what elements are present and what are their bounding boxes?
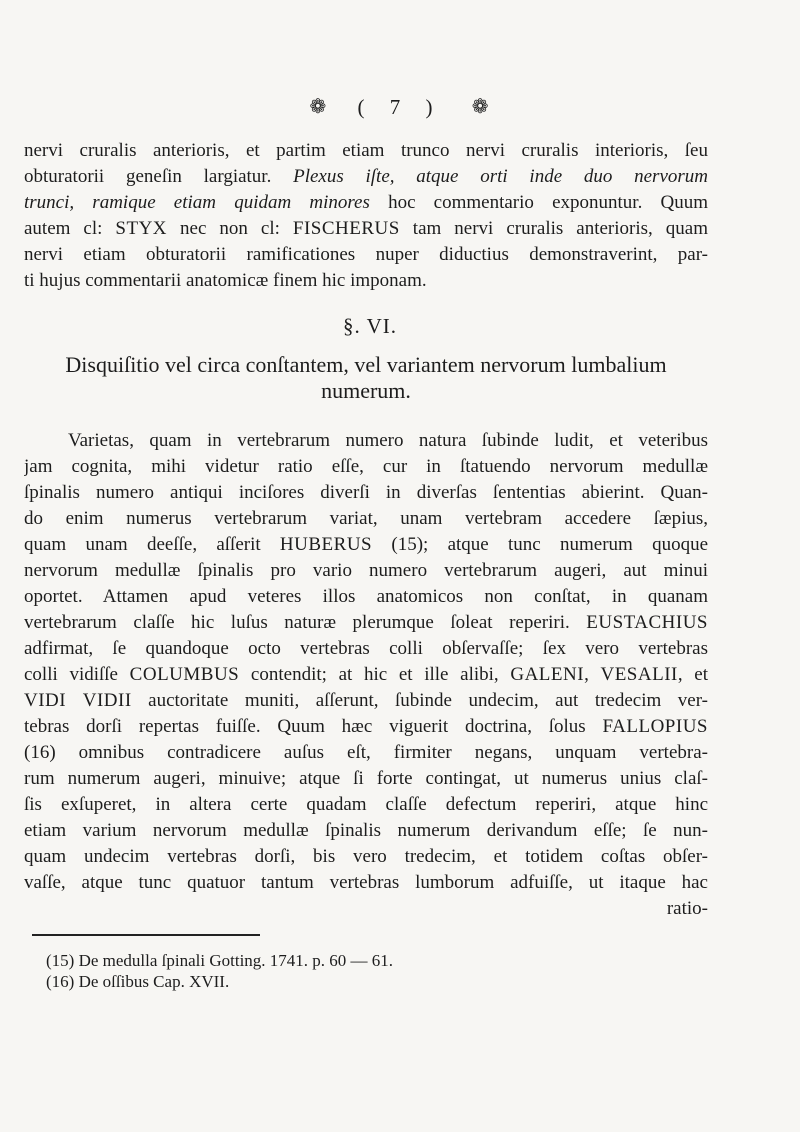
text-line: ſis exſuperet, in altera certe quadam claſſe defectum reperiri, atque hinc xyxy=(24,794,708,815)
text-line: (16) omnibus contradicere auſus eſt, firmiter negans, unquam vertebra- xyxy=(24,742,708,763)
running-header xyxy=(0,94,800,120)
page-number: ( 7 ) xyxy=(357,95,443,119)
heading-line: numerum. xyxy=(321,378,411,403)
text-line: vaſſe, atque tunc quatuor tantum vertebras lumborum adfuiſſe, ut itaque hac xyxy=(24,872,708,893)
catchword: ratio- xyxy=(666,898,708,919)
text-line: rum numerum augeri, minuive; atque ſi forte contingat, ut numerus unius claſ- xyxy=(24,768,708,789)
text-line: autem cl: STYX nec non cl: FISCHERUS tam nervi cruralis anterioris, quam xyxy=(24,218,708,239)
text-line: adfirmat, ſe quandoque octo vertebras colli obſervaſſe; ſex vero vertebras xyxy=(24,638,708,659)
continued-paragraph xyxy=(24,138,708,294)
left-ornament-icon: ❁ xyxy=(309,96,329,118)
footnote: (16) De oſſibus Cap. XVII. xyxy=(46,972,230,991)
footnote: (15) De medulla ſpinali Gotting. 1741. p. 60 — 61. xyxy=(46,951,394,970)
text-line: nervi etiam obturatorii ramificationes nuper diductius demonstraverint, par- xyxy=(24,244,708,265)
section-heading xyxy=(24,352,708,404)
text-line: do enim numerus vertebrarum variat, unam vertebram accedere ſæpius, xyxy=(24,508,708,529)
text-line: tebras dorſi repertas fuiſſe. Quum hæc viguerit doctrina, ſolus FALLOPIUS xyxy=(24,716,708,737)
right-ornament-icon: ❁ xyxy=(471,96,491,118)
text-line: jam cognita, mihi videtur ratio eſſe, cur in ſtatuendo nervorum medullæ xyxy=(24,456,708,477)
text-line: ti hujus commentarii anatomicæ finem hic imponam. xyxy=(24,270,427,291)
text-line: vertebrarum claſſe hic luſus naturæ plerumque ſoleat reperiri. EUSTACHIUS xyxy=(24,612,708,633)
section-number: §. VI. xyxy=(342,314,398,338)
text-line: VIDI VIDII auctoritate muniti, aſſerunt, ſubinde undecim, aut tredecim ver- xyxy=(24,690,708,711)
text-line: quam unam deeſſe, aſſerit HUBERUS (15); atque tunc numerum quoque xyxy=(24,534,708,555)
text-line: oportet. Attamen apud veteres illos anatomicos non conſtat, in quanam xyxy=(24,586,708,607)
heading-line: Disquiſitio vel circa conſtantem, vel variantem nervorum lumbalium xyxy=(65,352,667,377)
footnote-rule xyxy=(32,934,260,936)
text-line: quam undecim vertebras dorſi, bis vero tredecim, et totidem coſtas obſer- xyxy=(24,846,708,867)
text-line: trunci, ramique etiam quidam minores hoc commentario exponuntur. Quum xyxy=(24,192,708,213)
text-line: nervorum medullæ ſpinalis pro vario numero vertebrarum augeri, aut minui xyxy=(24,560,708,581)
text-line: nervi cruralis anterioris, et partim etiam trunco nervi cruralis interioris, ſeu xyxy=(24,140,708,161)
text-line: colli vidiſſe COLUMBUS contendit; at hic et ille alibi, GALENI, VESALII, et xyxy=(24,664,708,685)
text-line: Varietas, quam in vertebrarum numero natura ſubinde ludit, et veteribus xyxy=(68,430,708,451)
text-line: ſpinalis numero antiqui inciſores diverſi in diverſas ſententias abierint. Quan- xyxy=(24,482,708,503)
text-line: obturatorii geneſin largiatur. Plexus iſte, atque orti inde duo nervorum xyxy=(24,166,708,187)
footnotes xyxy=(46,950,393,992)
main-paragraph xyxy=(24,428,708,922)
text-line: etiam varium nervorum medullæ ſpinalis numerum derivandum eſſe; ſe nun- xyxy=(24,820,708,841)
